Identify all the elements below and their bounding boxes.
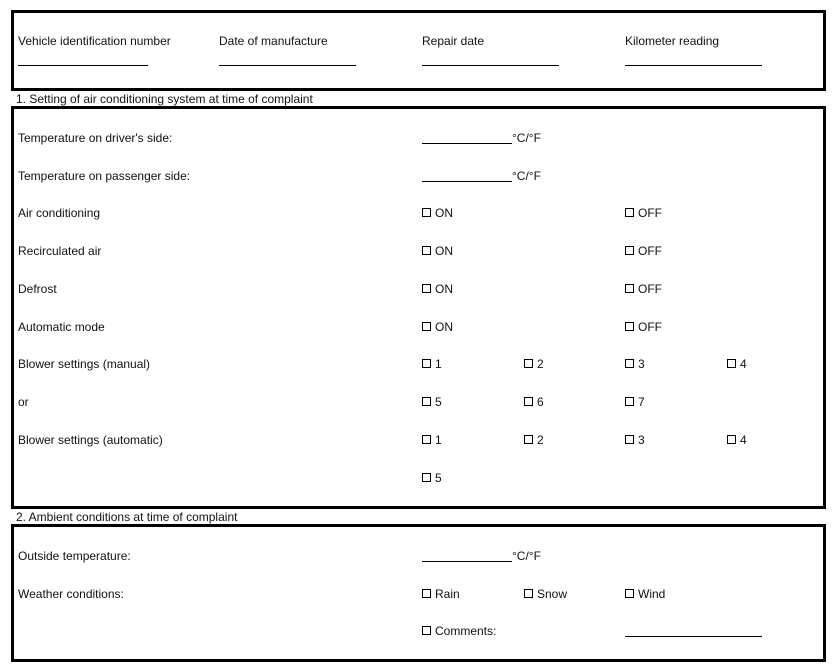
comments-field[interactable] (625, 636, 762, 637)
kilometer-reading-label: Kilometer reading (625, 34, 720, 48)
outside-temp-input[interactable] (422, 550, 512, 562)
defrost-off-option[interactable] (625, 282, 662, 296)
checkbox-icon[interactable] (625, 246, 634, 255)
checkbox-icon[interactable] (625, 208, 634, 217)
recirc-label: Recirculated air (18, 244, 102, 258)
checkbox-icon[interactable] (524, 435, 533, 444)
manufacture-date-label: Date of manufacture (219, 34, 328, 48)
comments-option[interactable] (422, 624, 496, 638)
blower-manual-label: Blower settings (manual) (18, 357, 151, 371)
temp-driver-field[interactable] (422, 131, 541, 145)
checkbox-icon[interactable] (422, 435, 431, 444)
ac-on-label: ON (435, 206, 453, 220)
comments-label: Comments: (435, 624, 497, 638)
repair-date-field[interactable] (422, 65, 559, 66)
blower-manual-1[interactable] (422, 357, 442, 371)
blower-auto-4[interactable] (727, 433, 747, 447)
section2-title: 2. Ambient conditions at time of complaint (16, 510, 238, 524)
blower-manual-6[interactable] (524, 395, 544, 409)
auto-off-option[interactable] (625, 320, 662, 334)
auto-on-option[interactable] (422, 320, 453, 334)
section1-box (11, 106, 826, 509)
section2-box (11, 524, 826, 662)
snow-label: Snow (537, 587, 568, 601)
temp-passenger-input[interactable] (422, 170, 512, 182)
checkbox-icon[interactable] (422, 626, 431, 635)
option-label: 3 (638, 433, 645, 447)
checkbox-icon[interactable] (422, 322, 431, 331)
outside-temp-field[interactable] (422, 549, 541, 563)
auto-on-label: ON (435, 320, 453, 334)
blower-auto-5[interactable] (422, 471, 442, 485)
checkbox-icon[interactable] (422, 397, 431, 406)
temp-driver-input[interactable] (422, 132, 512, 144)
defrost-on-option[interactable] (422, 282, 453, 296)
checkbox-icon[interactable] (625, 435, 634, 444)
blower-manual-5[interactable] (422, 395, 442, 409)
option-label: 1 (435, 433, 442, 447)
checkbox-icon[interactable] (625, 397, 634, 406)
checkbox-icon[interactable] (625, 284, 634, 293)
blower-auto-2[interactable] (524, 433, 544, 447)
temp-passenger-unit: °C/°F (512, 169, 541, 183)
defrost-on-label: ON (435, 282, 453, 296)
checkbox-icon[interactable] (422, 208, 431, 217)
vin-label: Vehicle identification number (18, 34, 171, 48)
recirc-on-option[interactable] (422, 244, 453, 258)
blower-auto-1[interactable] (422, 433, 442, 447)
outside-temp-unit: °C/°F (512, 549, 541, 563)
checkbox-icon[interactable] (524, 589, 533, 598)
ac-off-option[interactable] (625, 206, 662, 220)
kilometer-reading-field[interactable] (625, 65, 762, 66)
repair-date-label: Repair date (422, 34, 485, 48)
or-label: or (18, 395, 29, 409)
temp-driver-unit: °C/°F (512, 131, 541, 145)
option-label: 5 (435, 471, 442, 485)
temp-driver-label: Temperature on driver's side: (18, 131, 173, 145)
header-box (11, 10, 826, 91)
checkbox-icon[interactable] (422, 246, 431, 255)
weather-snow-option[interactable] (524, 587, 567, 601)
ac-on-option[interactable] (422, 206, 453, 220)
defrost-label: Defrost (18, 282, 57, 296)
checkbox-icon[interactable] (625, 359, 634, 368)
vin-field[interactable] (18, 65, 148, 66)
option-label: 4 (740, 433, 747, 447)
checkbox-icon[interactable] (524, 397, 533, 406)
blower-manual-4[interactable] (727, 357, 747, 371)
weather-label: Weather conditions: (18, 587, 124, 601)
rain-label: Rain (435, 587, 460, 601)
checkbox-icon[interactable] (625, 589, 634, 598)
section1-title: 1. Setting of air conditioning system at time of complaint (16, 92, 313, 106)
manufacture-date-field[interactable] (219, 65, 356, 66)
checkbox-icon[interactable] (422, 359, 431, 368)
recirc-on-label: ON (435, 244, 453, 258)
option-label: 2 (537, 433, 544, 447)
checkbox-icon[interactable] (524, 359, 533, 368)
weather-wind-option[interactable] (625, 587, 665, 601)
blower-manual-2[interactable] (524, 357, 544, 371)
wind-label: Wind (638, 587, 666, 601)
recirc-off-label: OFF (638, 244, 662, 258)
auto-mode-label: Automatic mode (18, 320, 105, 334)
temp-passenger-field[interactable] (422, 169, 541, 183)
checkbox-icon[interactable] (625, 322, 634, 331)
weather-rain-option[interactable] (422, 587, 460, 601)
outside-temp-label: Outside temperature: (18, 549, 131, 563)
checkbox-icon[interactable] (422, 473, 431, 482)
blower-auto-label: Blower settings (automatic) (18, 433, 163, 447)
temp-passenger-label: Temperature on passenger side: (18, 169, 191, 183)
ac-label: Air conditioning (18, 206, 101, 220)
option-label: 3 (638, 357, 645, 371)
option-label: 5 (435, 395, 442, 409)
option-label: 6 (537, 395, 544, 409)
blower-manual-3[interactable] (625, 357, 645, 371)
defrost-off-label: OFF (638, 282, 662, 296)
checkbox-icon[interactable] (422, 284, 431, 293)
option-label: 4 (740, 357, 747, 371)
recirc-off-option[interactable] (625, 244, 662, 258)
blower-manual-7[interactable] (625, 395, 645, 409)
checkbox-icon[interactable] (727, 435, 736, 444)
blower-auto-3[interactable] (625, 433, 645, 447)
ac-off-label: OFF (638, 206, 662, 220)
option-label: 7 (638, 395, 645, 409)
option-label: 1 (435, 357, 442, 371)
option-label: 2 (537, 357, 544, 371)
checkbox-icon[interactable] (727, 359, 736, 368)
checkbox-icon[interactable] (422, 589, 431, 598)
auto-off-label: OFF (638, 320, 662, 334)
